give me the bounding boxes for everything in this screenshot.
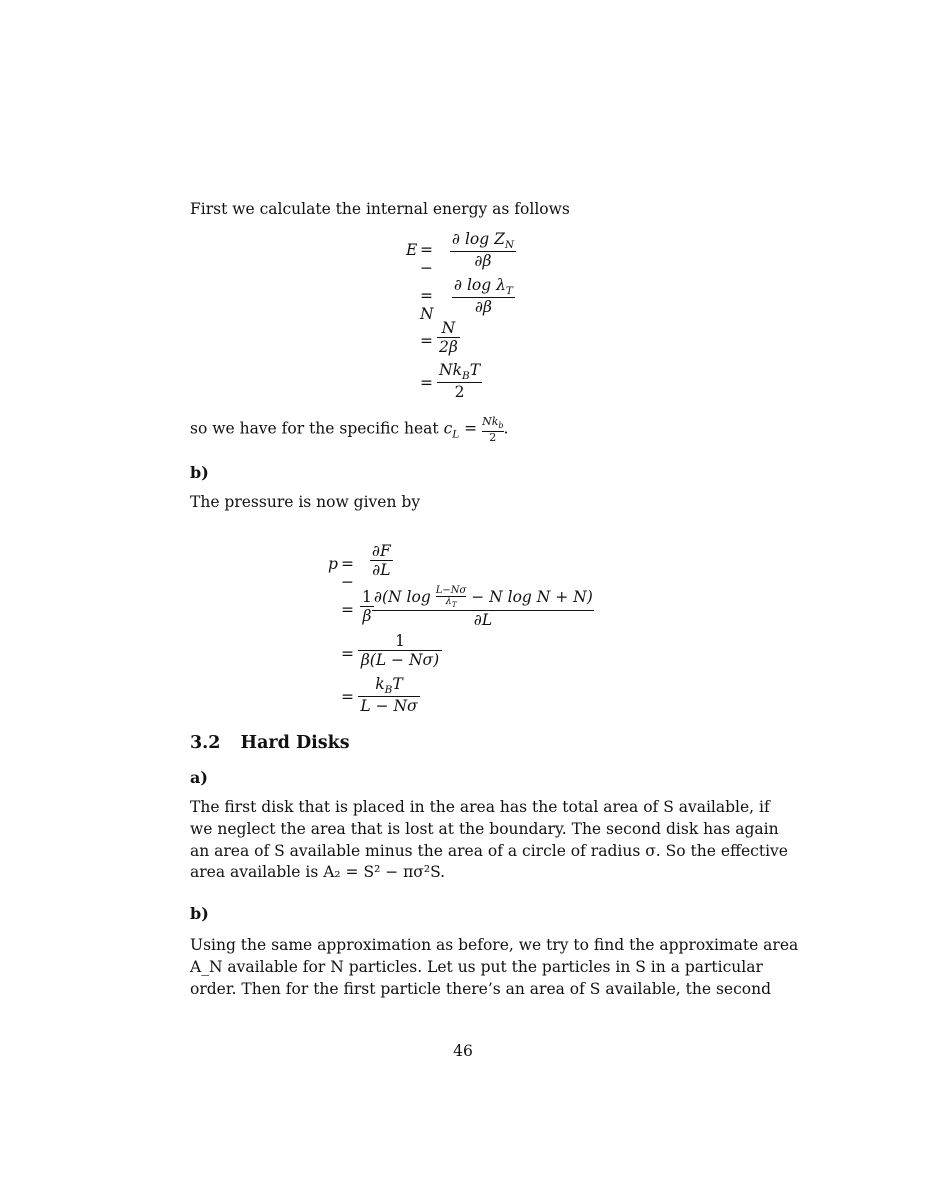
disks-line: area available is A₂ = S² − πσ²S. (190, 863, 446, 881)
approximation-line: Using the same approximation as before, we try to find the approximate area (190, 936, 799, 954)
pressure-line3-prefix: = (341, 645, 354, 663)
pressure-line2-coefficient: $\frac{1}{\beta}$ (362, 588, 372, 625)
specific-heat-paragraph: so we have for the specific heat $c_L$ = $Nk_b$ 2 . (190, 415, 509, 445)
pressure-line4-prefix: = (341, 688, 354, 706)
subheading-a: a) (190, 768, 208, 787)
section-heading (190, 733, 350, 753)
section-number: 3.2 (190, 733, 221, 753)
pressure-line2-prefix: = (341, 601, 354, 619)
section-title: Hard Disks (240, 733, 350, 753)
subheading-b-first: b) (190, 463, 209, 482)
disks-line: an area of S available minus the area of a circle of radius σ. So the effective (190, 842, 788, 860)
approximation-line: order. Then for the first particle there’s an area of S available, the second (190, 980, 771, 998)
pressure-line1-fraction: $\frac{\partial F}{\partial L}$ (372, 542, 391, 579)
energy-lhs: E (406, 241, 418, 259)
intro-paragraph: First we calculate the internal energy as follows (190, 200, 570, 218)
approximation-line: A_N available for N particles. Let us put the particles in S in a particular (190, 958, 763, 976)
pressure-lhs: p (328, 555, 338, 573)
pressure-line3-fraction: $\frac{1}{\beta(L - N\sigma)}$ (358, 632, 442, 669)
disks-line: The first disk that is placed in the area has the total area of S available, if (190, 798, 770, 816)
pressure-line1-prefix: = − (341, 555, 354, 591)
energy-line1-fraction: $\frac{\partial \log Z_N}{\partial\beta}$ (452, 230, 515, 271)
energy-line3-fraction: $\frac{N}{2\beta}$ (439, 319, 458, 356)
energy-line2-fraction: $\frac{\partial \log \lambda_T}{\partial\beta}$ (454, 276, 513, 317)
energy-line2-prefix: = N (420, 287, 434, 323)
pressure-line4-fraction: $k_BT$ L − Nσ (358, 675, 420, 715)
pressure-line2-fraction: ∂(N log $\frac{L-N\sigma}{\lambda_T}$ − N log N + N) ∂L (374, 585, 593, 629)
energy-line4-prefix: = (420, 374, 433, 392)
energy-line4-fraction: $Nk_BT$ 2 (439, 361, 481, 402)
pressure-intro-paragraph: The pressure is now given by (190, 493, 421, 511)
specific-heat-fraction: $Nk_b$ 2 (482, 415, 504, 445)
disks-line: we neglect the area that is lost at the boundary. The second disk has again (190, 820, 779, 838)
energy-line1-prefix: = − (420, 241, 433, 277)
page-number: 46 (453, 1042, 473, 1060)
subheading-b-second: b) (190, 904, 209, 923)
energy-line3-prefix: = (420, 332, 433, 350)
